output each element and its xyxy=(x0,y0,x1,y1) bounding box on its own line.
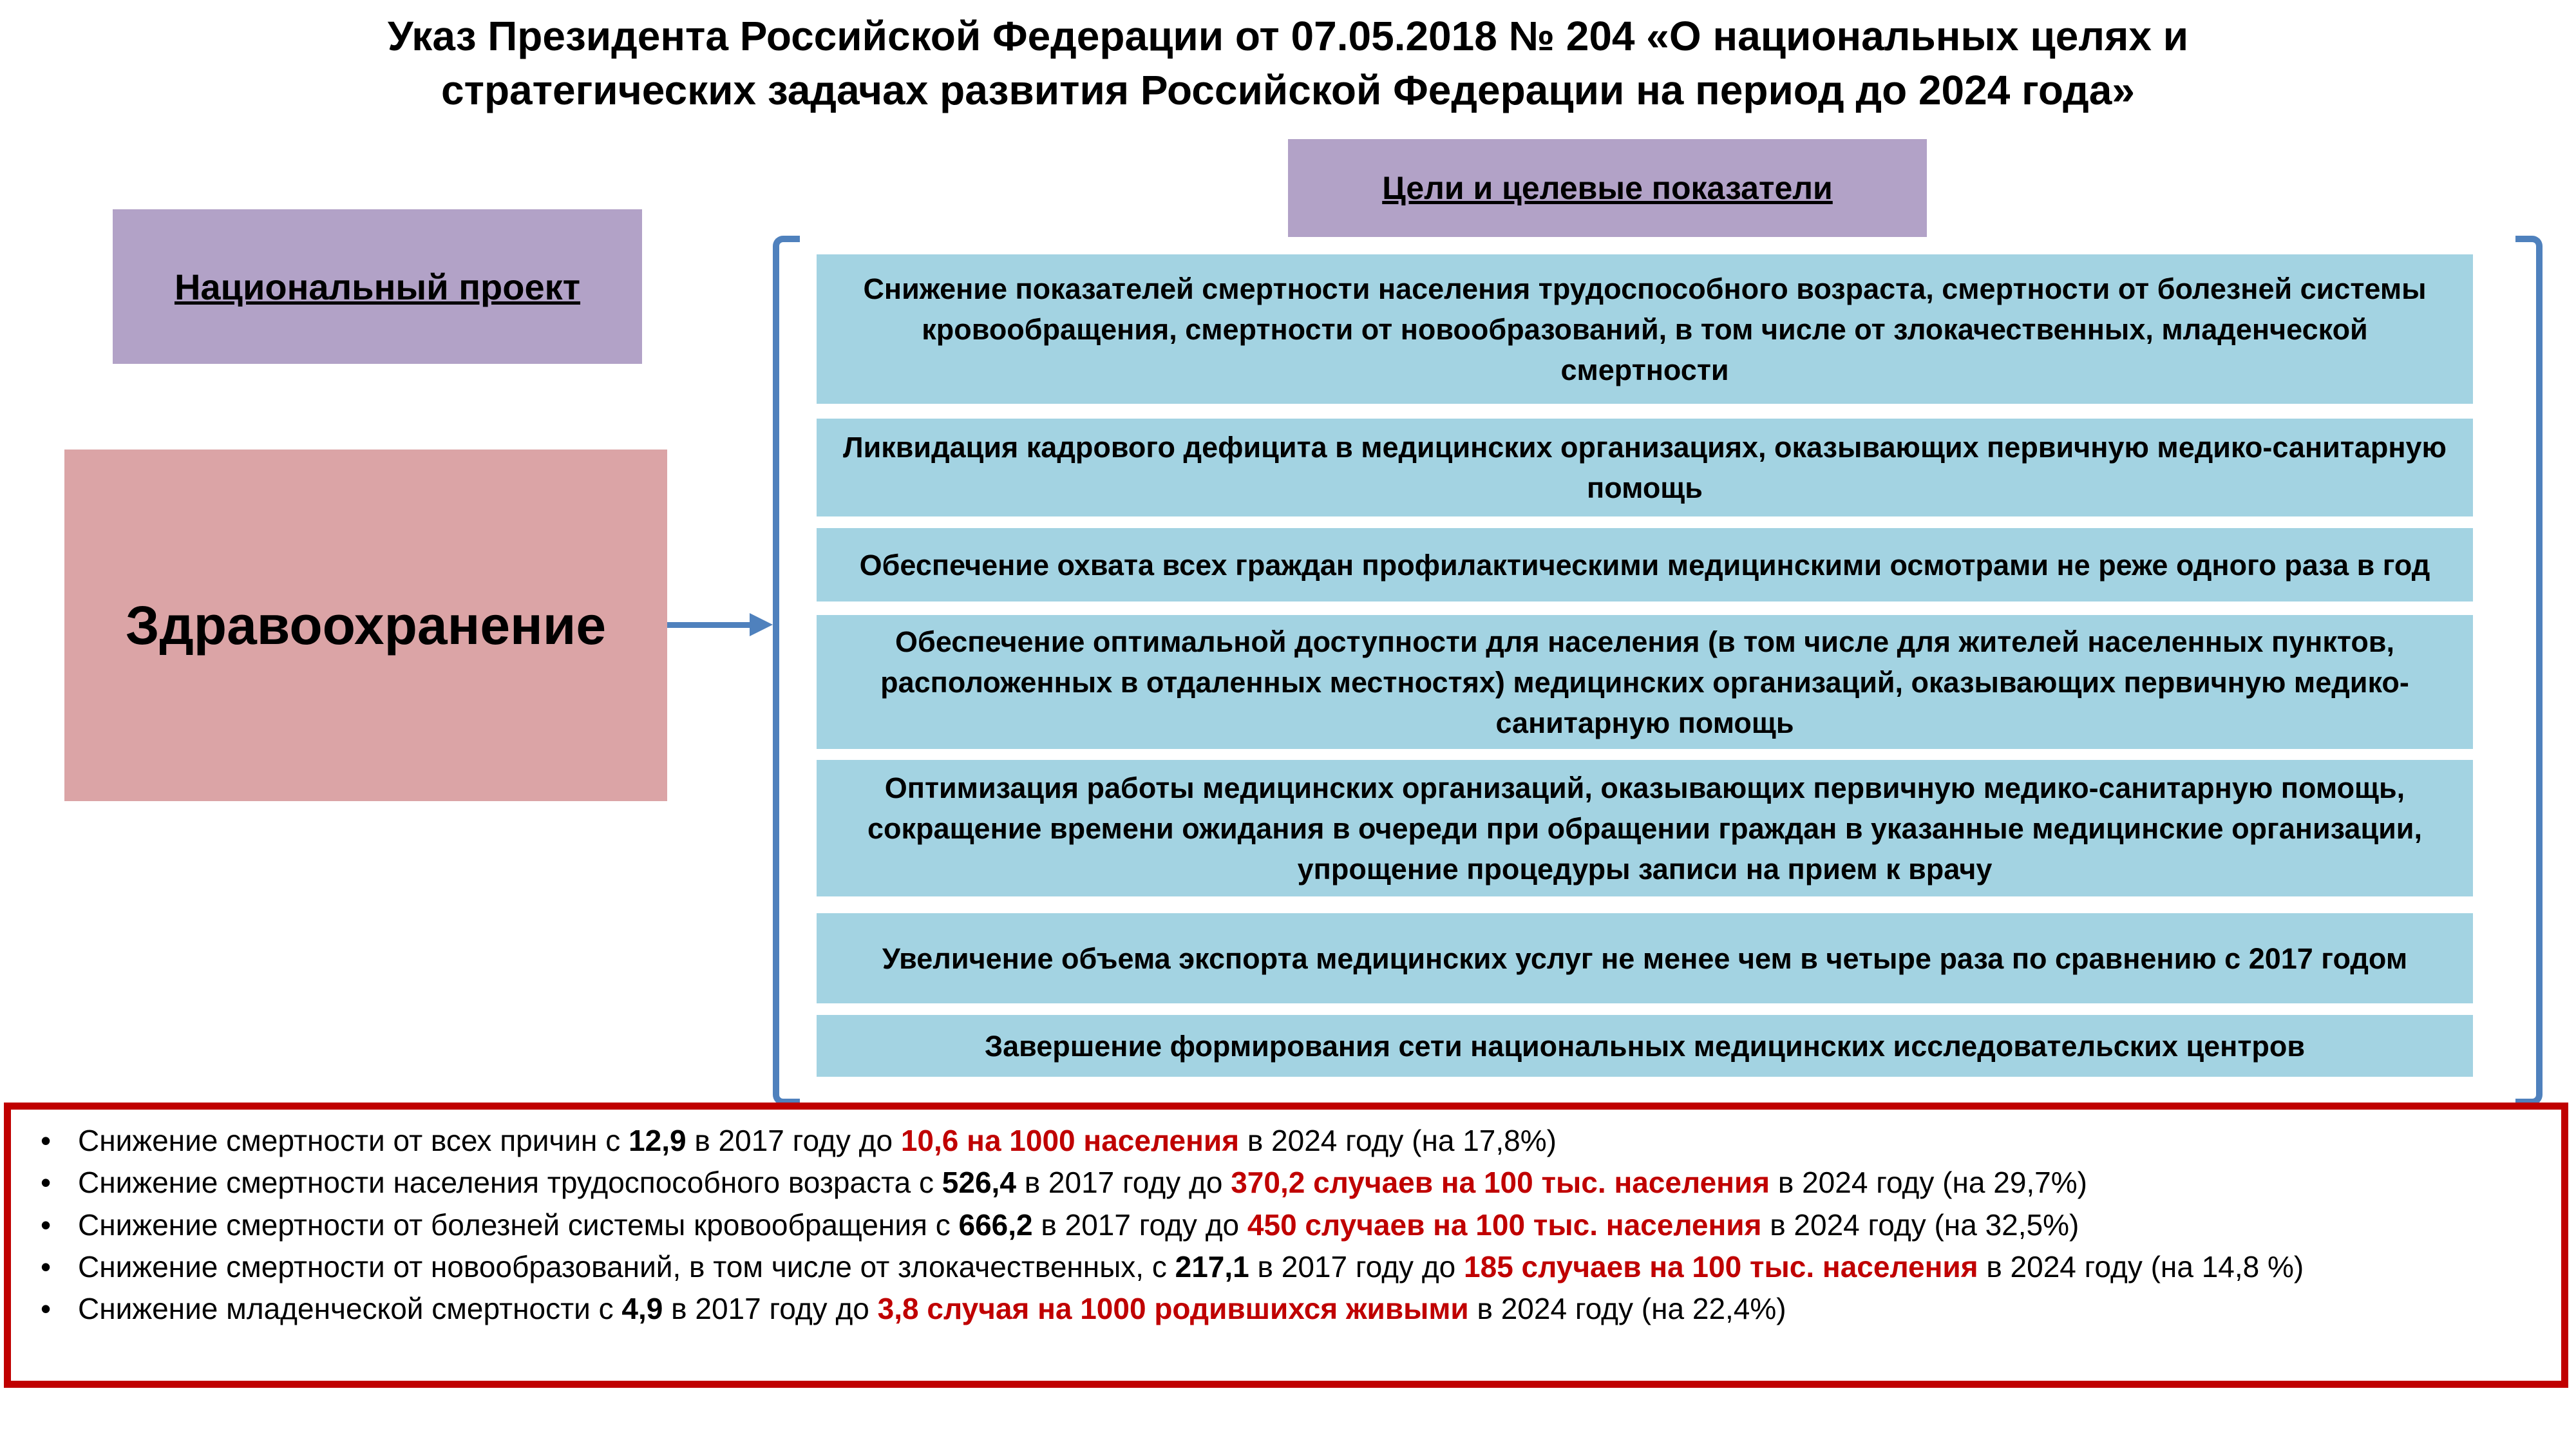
bullet-segment: Снижение смертности от всех причин с xyxy=(78,1124,629,1157)
bullet-segment: 3,8 случая на 1000 родившихся живыми xyxy=(877,1292,1469,1326)
bullet-segment: Снижение смертности от новообразований, в том числе от злокачественных, с xyxy=(78,1249,1175,1283)
bullet-segment: 4,9 xyxy=(621,1292,663,1326)
bullet-segment: Снижение смертности от болезней системы кровообращения с xyxy=(78,1208,959,1242)
goal-box-accessibility: Обеспечение оптимальной доступности для населения (в том числе для жителей населенных пунктов, расположенных в отдаленных местностях) медицинских организаций, оказывающих первичную медико-санитарную помощь xyxy=(817,615,2473,749)
bullet-segment: Снижение смертности населения трудоспособного возраста с xyxy=(78,1166,942,1200)
bullet-segment: в 2024 году (на 17,8%) xyxy=(1239,1124,1557,1157)
bullet-segment: 450 случаев на 100 тыс. населения xyxy=(1247,1208,1762,1242)
national-project-text: Национальный проект xyxy=(174,266,581,307)
goal-box-mortality-reduction: Снижение показателей смертности населения трудоспособного возраста, смертности от болезней системы кровообращения, смертности от новообразований, в том числе от злокачественных, младенческой смертности xyxy=(817,254,2473,404)
bullet-segment: в 2024 году (на 14,8 %) xyxy=(1978,1249,2304,1283)
target-indicators-list xyxy=(34,1120,2543,1331)
project-name-text: Здравоохранение xyxy=(125,594,607,656)
bullet-segment: в 2017 году до xyxy=(1032,1208,1247,1242)
goal-box-preventive-checkups: Обеспечение охвата всех граждан профилактическими медицинскими осмотрами не реже одного раза в год xyxy=(817,528,2473,601)
left-bracket xyxy=(773,236,800,1105)
bullet-segment: 666,2 xyxy=(958,1208,1033,1242)
target-bullet-circulatory xyxy=(34,1204,2543,1246)
national-project-label xyxy=(113,209,642,364)
arrow-right-connector xyxy=(667,622,751,628)
project-name-box xyxy=(64,450,667,801)
goal-box-optimization: Оптимизация работы медицинских организаций, оказывающих первичную медико-санитарную помощь, сокращение времени ожидания в очереди при обращении граждан в указанные медицинские организации, упрощение процедуры записи на прием к врачу xyxy=(817,760,2473,896)
goal-box-research-centers: Завершение формирования сети национальных медицинских исследовательских центров xyxy=(817,1015,2473,1077)
bullet-segment: в 2017 году до xyxy=(686,1124,901,1157)
slide-title-line1: Указ Президента Российской Федерации от 07.05.2018 № 204 «О национальных целях и xyxy=(387,13,2189,59)
bullet-segment: 526,4 xyxy=(942,1166,1016,1200)
bullet-segment: в 2017 году до xyxy=(1016,1166,1231,1200)
target-bullet-working-age xyxy=(34,1162,2543,1204)
right-bracket xyxy=(2515,236,2543,1105)
bullet-segment: 185 случаев на 100 тыс. населения xyxy=(1464,1249,1978,1283)
target-bullet-infant xyxy=(34,1288,2543,1330)
bullet-segment: 370,2 случаев на 100 тыс. населения xyxy=(1231,1166,1770,1200)
goals-header-text: Цели и целевые показатели xyxy=(1382,170,1833,206)
target-indicators-panel xyxy=(4,1103,2568,1388)
goal-box-export-increase: Увеличение объема экспорта медицинских услуг не менее чем в четыре раза по сравнению с 2017 годом xyxy=(817,913,2473,1003)
target-bullet-all-causes xyxy=(34,1120,2543,1162)
bullet-segment: Снижение младенческой смертности с xyxy=(78,1292,622,1326)
bullet-segment: 12,9 xyxy=(629,1124,687,1157)
bullet-segment: 10,6 на 1000 населения xyxy=(900,1124,1240,1157)
bullet-segment: в 2017 году до xyxy=(1249,1249,1464,1283)
target-bullet-neoplasms xyxy=(34,1246,2543,1288)
bullet-segment: 217,1 xyxy=(1175,1249,1249,1283)
bullet-segment: в 2024 году (на 32,5%) xyxy=(1761,1208,2079,1242)
bullet-segment: в 2024 году (на 29,7%) xyxy=(1770,1166,2087,1200)
goals-header-label xyxy=(1288,139,1927,237)
slide-title xyxy=(129,9,2447,118)
bullet-segment: в 2024 году (на 22,4%) xyxy=(1468,1292,1786,1326)
goal-box-staff-deficit: Ликвидация кадрового дефицита в медицинских организациях, оказывающих первичную медико-санитарную помощь xyxy=(817,419,2473,516)
bullet-segment: в 2017 году до xyxy=(663,1292,878,1326)
slide-title-line2: стратегических задачах развития Российской Федерации на период до 2024 года» xyxy=(441,67,2135,114)
